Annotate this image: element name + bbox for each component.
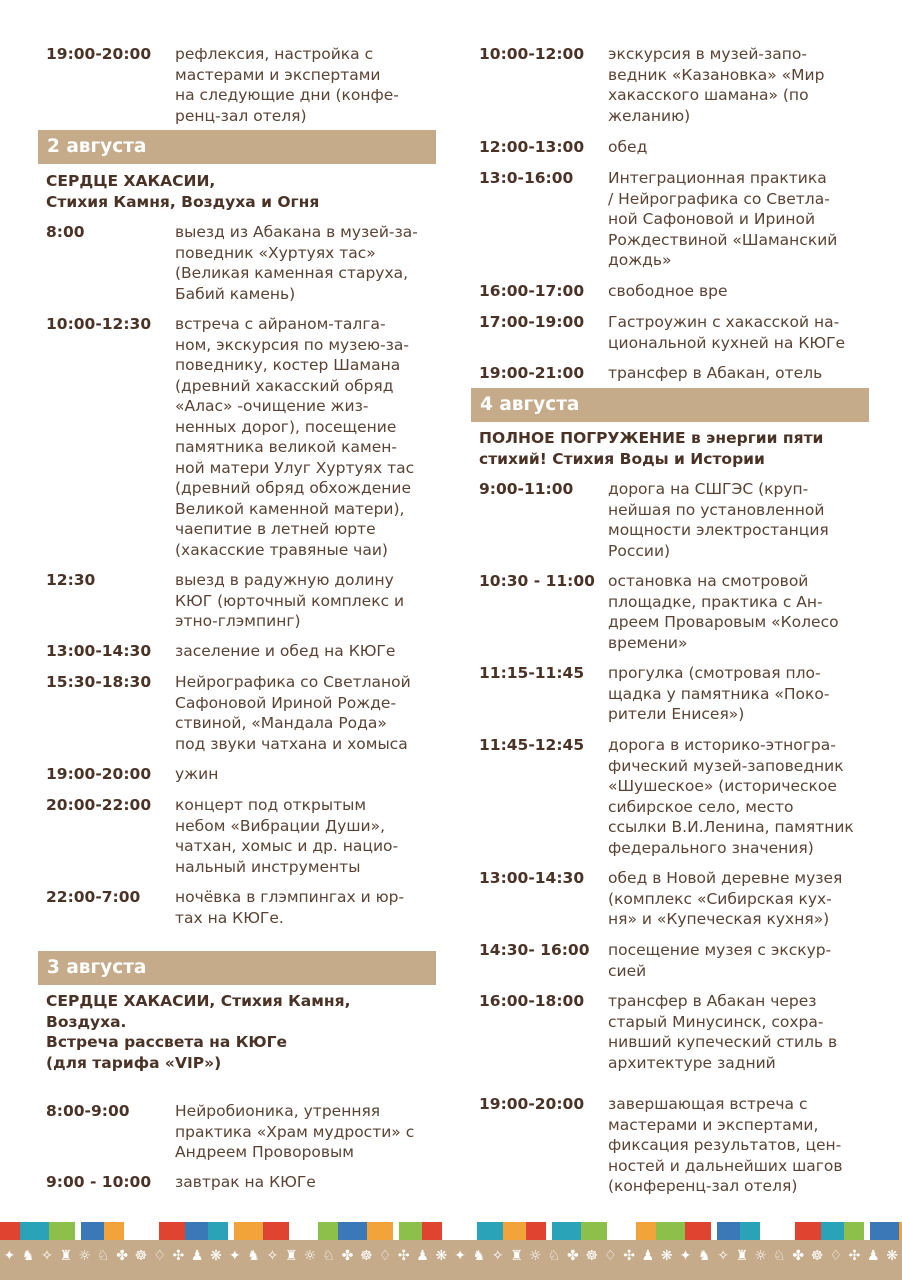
color-stripe <box>526 1222 546 1240</box>
ornament-icon: ♢ <box>604 1248 617 1264</box>
ornament-icon: ♜ <box>510 1248 523 1264</box>
day-2-heading: СЕРДЦЕ ХАКАСИИ, Стихия Камня, Воздуха и Огня <box>46 172 320 211</box>
ornament-icon: ✧ <box>491 1248 504 1264</box>
ornament-icon: ♜ <box>59 1248 73 1264</box>
day-3-heading: СЕРДЦЕ ХАКАСИИ, Стихия Камня, Воздуха. Встреча рассвета на КЮГе (для тарифа «VIP») <box>46 992 351 1072</box>
ornament-icon: ☸ <box>359 1248 373 1264</box>
schedule-description: выезд из Абакана в музей-за- поведник «Хуртуях тас» (Великая каменная старуха, Бабий камень) <box>175 223 418 303</box>
schedule-description: заселение и обед на КЮГе <box>175 642 396 660</box>
ornament-icon: ☼ <box>528 1248 542 1264</box>
schedule-description: дорога в историко-этногра- фический музей-заповедник «Шушеское» (историческое сибирское село, место ссылки В.И.Ленина, памятник федерального значения) <box>608 736 854 857</box>
color-stripe <box>552 1222 581 1240</box>
ornament-icon: ♢ <box>153 1248 166 1264</box>
ornament-icon: ♟ <box>867 1248 880 1264</box>
schedule-description: остановка на смотровой площадке, практика с Ан- дреем Проваровым «Колесо времени» <box>608 572 839 652</box>
schedule-description: Гастроужин с хакасской на- циональной кухней на КЮГе <box>608 313 846 352</box>
color-stripe <box>422 1222 442 1240</box>
color-stripe <box>717 1222 740 1240</box>
color-stripe <box>318 1222 338 1240</box>
schedule-description: дорога на СШГЭС (круп- нейшая по установленной мощности электростанция России) <box>608 480 829 560</box>
schedule-time: 16:00-18:00 <box>479 992 585 1010</box>
ornament-icon: ❋ <box>435 1248 448 1264</box>
color-stripe <box>656 1222 685 1240</box>
schedule-description: Нейробионика, утренняя практика «Храм мудрости» с Андреем Проворовым <box>175 1102 415 1161</box>
schedule-description: рефлексия, настройка с мастерами и экспертами на следующие дни (конфе- ренц-зал отеля) <box>175 45 399 125</box>
ethnic-ornament-row <box>0 1248 902 1264</box>
color-stripe <box>844 1222 864 1240</box>
schedule-description: прогулка (смотровая пло- щадка у памятника «Поко- рители Енисея») <box>608 664 830 723</box>
color-stripe <box>0 1222 20 1240</box>
schedule-time: 12:00-13:00 <box>479 138 585 156</box>
color-stripe <box>338 1222 367 1240</box>
color-stripe <box>795 1222 821 1240</box>
ornament-icon: ✣ <box>623 1248 636 1264</box>
day-header-2-august: 2 августа <box>38 130 436 164</box>
ornament-icon: ♢ <box>829 1248 843 1264</box>
color-stripe <box>399 1222 422 1240</box>
schedule-description: трансфер в Абакан через старый Минусинск, сохра- нивший купеческий стиль в архитектуре задний <box>608 992 838 1072</box>
schedule-time: 8:00 <box>46 223 85 241</box>
ornament-icon: ♘ <box>322 1248 335 1264</box>
schedule-time: 10:30 - 11:00 <box>479 572 595 590</box>
ornament-icon: ♟ <box>190 1248 204 1264</box>
schedule-time: 19:00-21:00 <box>479 364 585 382</box>
ornament-icon: ♞ <box>21 1248 35 1264</box>
ornament-icon: ✦ <box>679 1248 692 1264</box>
ornament-icon: ♘ <box>97 1248 110 1264</box>
ornament-icon: ♞ <box>698 1248 711 1264</box>
schedule-description: ужин <box>175 765 219 783</box>
ornament-icon: ✧ <box>41 1248 53 1264</box>
ornament-icon: ✧ <box>266 1248 279 1264</box>
ornament-icon: ✣ <box>397 1248 410 1264</box>
color-stripe <box>234 1222 263 1240</box>
ornament-icon: ♢ <box>378 1248 392 1264</box>
ornament-icon: ☼ <box>754 1248 767 1264</box>
schedule-description: посещение музея с экскур- сией <box>608 941 832 980</box>
schedule-description: завершающая встреча с мастерами и экспертами, фиксация результатов, цен- ностей и дальнейших шагов (конференц-зал отеля) <box>608 1095 843 1195</box>
schedule-time: 19:00-20:00 <box>46 765 152 783</box>
color-stripe <box>367 1222 393 1240</box>
schedule-description: ночёвка в глэмпингах и юр- тах на КЮГе. <box>175 888 405 927</box>
schedule-time: 9:00-11:00 <box>479 480 574 498</box>
ornament-icon: ♘ <box>547 1248 561 1264</box>
ornament-icon: ✤ <box>116 1248 128 1264</box>
color-stripe <box>503 1222 526 1240</box>
ornament-icon: ☸ <box>134 1248 148 1264</box>
schedule-description: завтрак на КЮГе <box>175 1173 316 1191</box>
ornament-icon: ✣ <box>172 1248 185 1264</box>
schedule-description: концерт под открытым небом «Вибрации Души», чатхан, хомыс и др. нацио- нальный инструменты <box>175 796 399 876</box>
color-stripe <box>821 1222 844 1240</box>
ornament-icon: ♜ <box>284 1248 298 1264</box>
schedule-time: 10:00-12:30 <box>46 315 152 333</box>
schedule-time: 19:00-20:00 <box>46 45 152 63</box>
schedule-time: 15:30-18:30 <box>46 673 152 691</box>
schedule-description: свободное вре <box>608 282 728 300</box>
schedule-time: 16:00-17:00 <box>479 282 585 300</box>
ornament-icon: ☼ <box>303 1248 317 1264</box>
day-4-heading: ПОЛНОЕ ПОГРУЖЕНИЕ в энергии пяти стихий! Стихия Воды и Истории <box>479 429 824 468</box>
schedule-description: обед в Новой деревне музея (комплекс «Сибирская кух- ня» и «Купеческая кухня») <box>608 869 843 928</box>
schedule-time: 20:00-22:00 <box>46 796 152 814</box>
ornament-icon: ❋ <box>660 1248 673 1264</box>
schedule-time: 9:00 - 10:00 <box>46 1173 152 1191</box>
ornament-icon: ✤ <box>566 1248 579 1264</box>
color-stripe <box>159 1222 185 1240</box>
schedule-description: Нейрографика со Светланой Сафоновой Ириной Рожде- ствиной, «Мандала Рода» под звуки чатхана и хомыса <box>175 673 411 753</box>
schedule-time: 12:30 <box>46 571 96 589</box>
schedule-description: трансфер в Абакан, отель <box>608 364 823 382</box>
day-header-4-august: 4 августа <box>471 388 869 422</box>
color-stripe <box>581 1222 607 1240</box>
schedule-time: 13:00-14:30 <box>46 642 152 660</box>
schedule-description: выезд в радужную долину КЮГ (юрточный комплекс и этно-глэмпинг) <box>175 571 405 630</box>
schedule-time: 13:00-14:30 <box>479 869 585 887</box>
color-stripe <box>20 1222 49 1240</box>
ornament-icon: ✣ <box>848 1248 861 1264</box>
ornament-icon: ✦ <box>3 1248 16 1264</box>
ornament-icon: ❋ <box>886 1248 898 1264</box>
footer-ornament <box>0 1222 902 1280</box>
ornament-icon: ♟ <box>641 1248 655 1264</box>
color-stripe <box>208 1222 228 1240</box>
ornament-icon: ♞ <box>247 1248 260 1264</box>
schedule-description: экскурсия в музей-запо- ведник «Казановка» «Мир хакасского шамана» (по желанию) <box>608 45 825 125</box>
schedule-time: 11:15-11:45 <box>479 664 585 682</box>
color-stripe <box>477 1222 503 1240</box>
ornament-icon: ♟ <box>416 1248 429 1264</box>
color-stripe <box>870 1222 899 1240</box>
ornament-icon: ✦ <box>454 1248 466 1264</box>
ornament-icon: ♜ <box>735 1248 749 1264</box>
color-stripe <box>104 1222 124 1240</box>
ornament-icon: ☼ <box>78 1248 91 1264</box>
schedule-time: 10:00-12:00 <box>479 45 585 63</box>
ornament-icon: ♞ <box>472 1248 486 1264</box>
ornament-icon: ❋ <box>210 1248 222 1264</box>
color-stripe <box>636 1222 656 1240</box>
ornament-icon: ✤ <box>341 1248 354 1264</box>
ornament-icon: ✧ <box>717 1248 729 1264</box>
schedule-description: Интеграционная практика / Нейрографика со Светла- ной Сафоновой и Ириной Рождествиной «Шаманский дождь» <box>608 169 838 269</box>
day-header-3-august: 3 августа <box>38 951 436 985</box>
schedule-time: 17:00-19:00 <box>479 313 585 331</box>
schedule-description: обед <box>608 138 648 156</box>
schedule-time: 19:00-20:00 <box>479 1095 585 1113</box>
color-stripe <box>740 1222 760 1240</box>
ornament-band <box>0 1240 902 1280</box>
ornament-icon: ☸ <box>810 1248 824 1264</box>
schedule-time: 14:30- 16:00 <box>479 941 590 959</box>
schedule-time: 11:45-12:45 <box>479 736 585 754</box>
ornament-icon: ☸ <box>585 1248 598 1264</box>
color-stripe <box>185 1222 208 1240</box>
ornament-icon: ✦ <box>228 1248 241 1264</box>
color-stripe <box>49 1222 75 1240</box>
ornament-icon: ♘ <box>773 1248 786 1264</box>
schedule-time: 22:00-7:00 <box>46 888 141 906</box>
schedule-time: 13:0-16:00 <box>479 169 574 187</box>
color-stripe <box>81 1222 104 1240</box>
ornament-icon: ✤ <box>792 1248 805 1264</box>
color-stripes <box>0 1222 902 1240</box>
schedule-time: 8:00-9:00 <box>46 1102 130 1120</box>
color-stripe <box>263 1222 289 1240</box>
color-stripe <box>685 1222 711 1240</box>
schedule-description: встреча с айраном-талга- ном, экскурсия по музею-за- поведнику, костер Шамана (древний хакасский обряд «Алас» -очищение жиз- ненных дорог), посещение памятника великой камен- ной матери Улуг Хуртуях тас (древний обряд обхождение Великой каменной матери), чаепитие в летней юрте (хакасские травяные чаи) <box>175 315 415 559</box>
